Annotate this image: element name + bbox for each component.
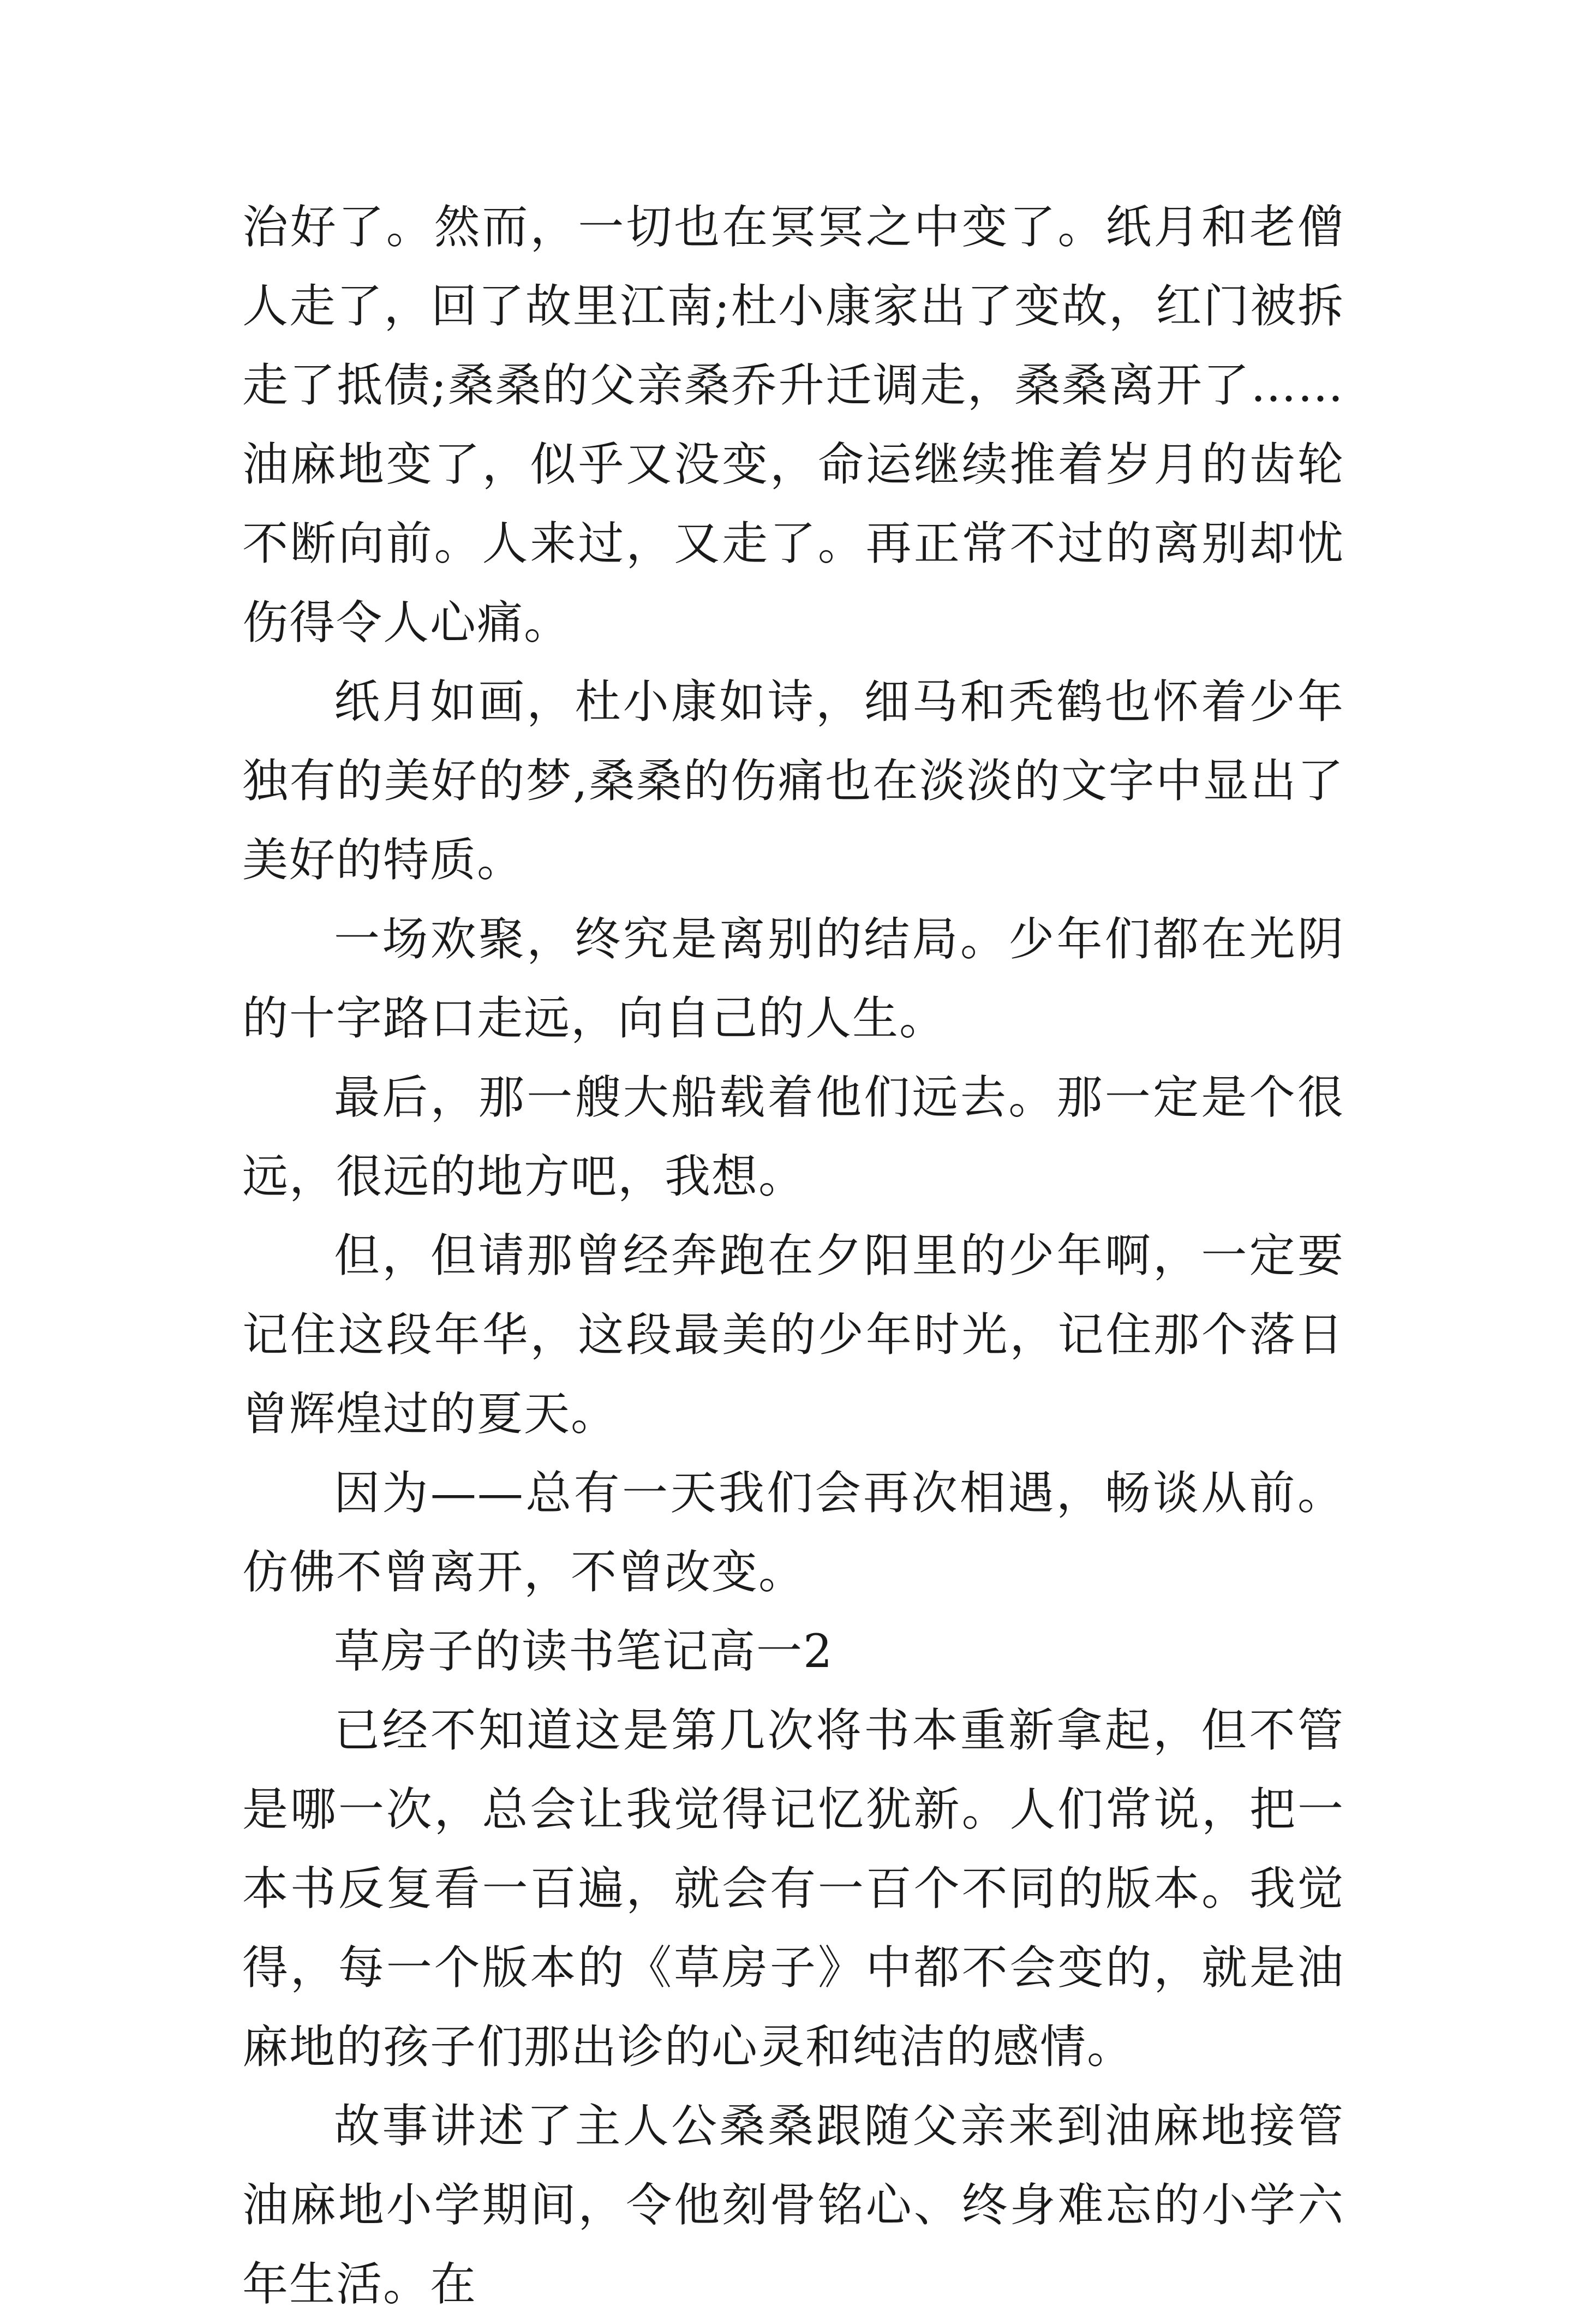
paragraph: 因为——总有一天我们会再次相遇，畅谈从前。仿佛不曾离开，不曾改变。 <box>242 1466 1344 1599</box>
paragraph: 已经不知道这是第几次将书本重新拿起，但不管是哪一次，总会让我觉得记忆犹新。人们常说，把一本书反复看一百遍，就会有一百个不同的版本。我觉得，每一个版本的《草房子》中都不会变的，就是油麻地的孩子们那出诊的心灵和纯洁的感情。 <box>242 1704 1344 2074</box>
section-heading: 草房子的读书笔记高一2 <box>334 1624 834 1678</box>
document-body <box>242 188 1344 2324</box>
paragraph: 最后，那一艘大船载着他们远去。那一定是个很远，很远的地方吧，我想。 <box>242 1071 1344 1203</box>
paragraph: 但，但请那曾经奔跑在夕阳里的少年啊，一定要记住这段年华，这段最美的少年时光，记住那个落日曾辉煌过的夏天。 <box>242 1229 1344 1441</box>
paragraph: 故事讲述了主人公桑桑跟随父亲来到油麻地接管油麻地小学期间，令他刻骨铭心、终身难忘的小学六年生活。在 <box>242 2099 1344 2311</box>
paragraph: 纸月如画，杜小康如诗，细马和秃鹤也怀着少年独有的美好的梦,桑桑的伤痛也在淡淡的文字中显出了美好的特质。 <box>242 675 1344 887</box>
paragraph: 一场欢聚，终究是离别的结局。少年们都在光阴的十字路口走远，向自己的人生。 <box>242 912 1344 1045</box>
paragraph-continued: 治好了。然而，一切也在冥冥之中变了。纸月和老僧人走了，回了故里江南;杜小康家出了变故，红门被拆走了抵债;桑桑的父亲桑乔升迁调走，桑桑离开了……油麻地变了，似乎又没变，命运继续推着岁月的齿轮不断向前。人来过，又走了。再正常不过的离别却忧伤得令人心痛。 <box>242 200 1344 649</box>
